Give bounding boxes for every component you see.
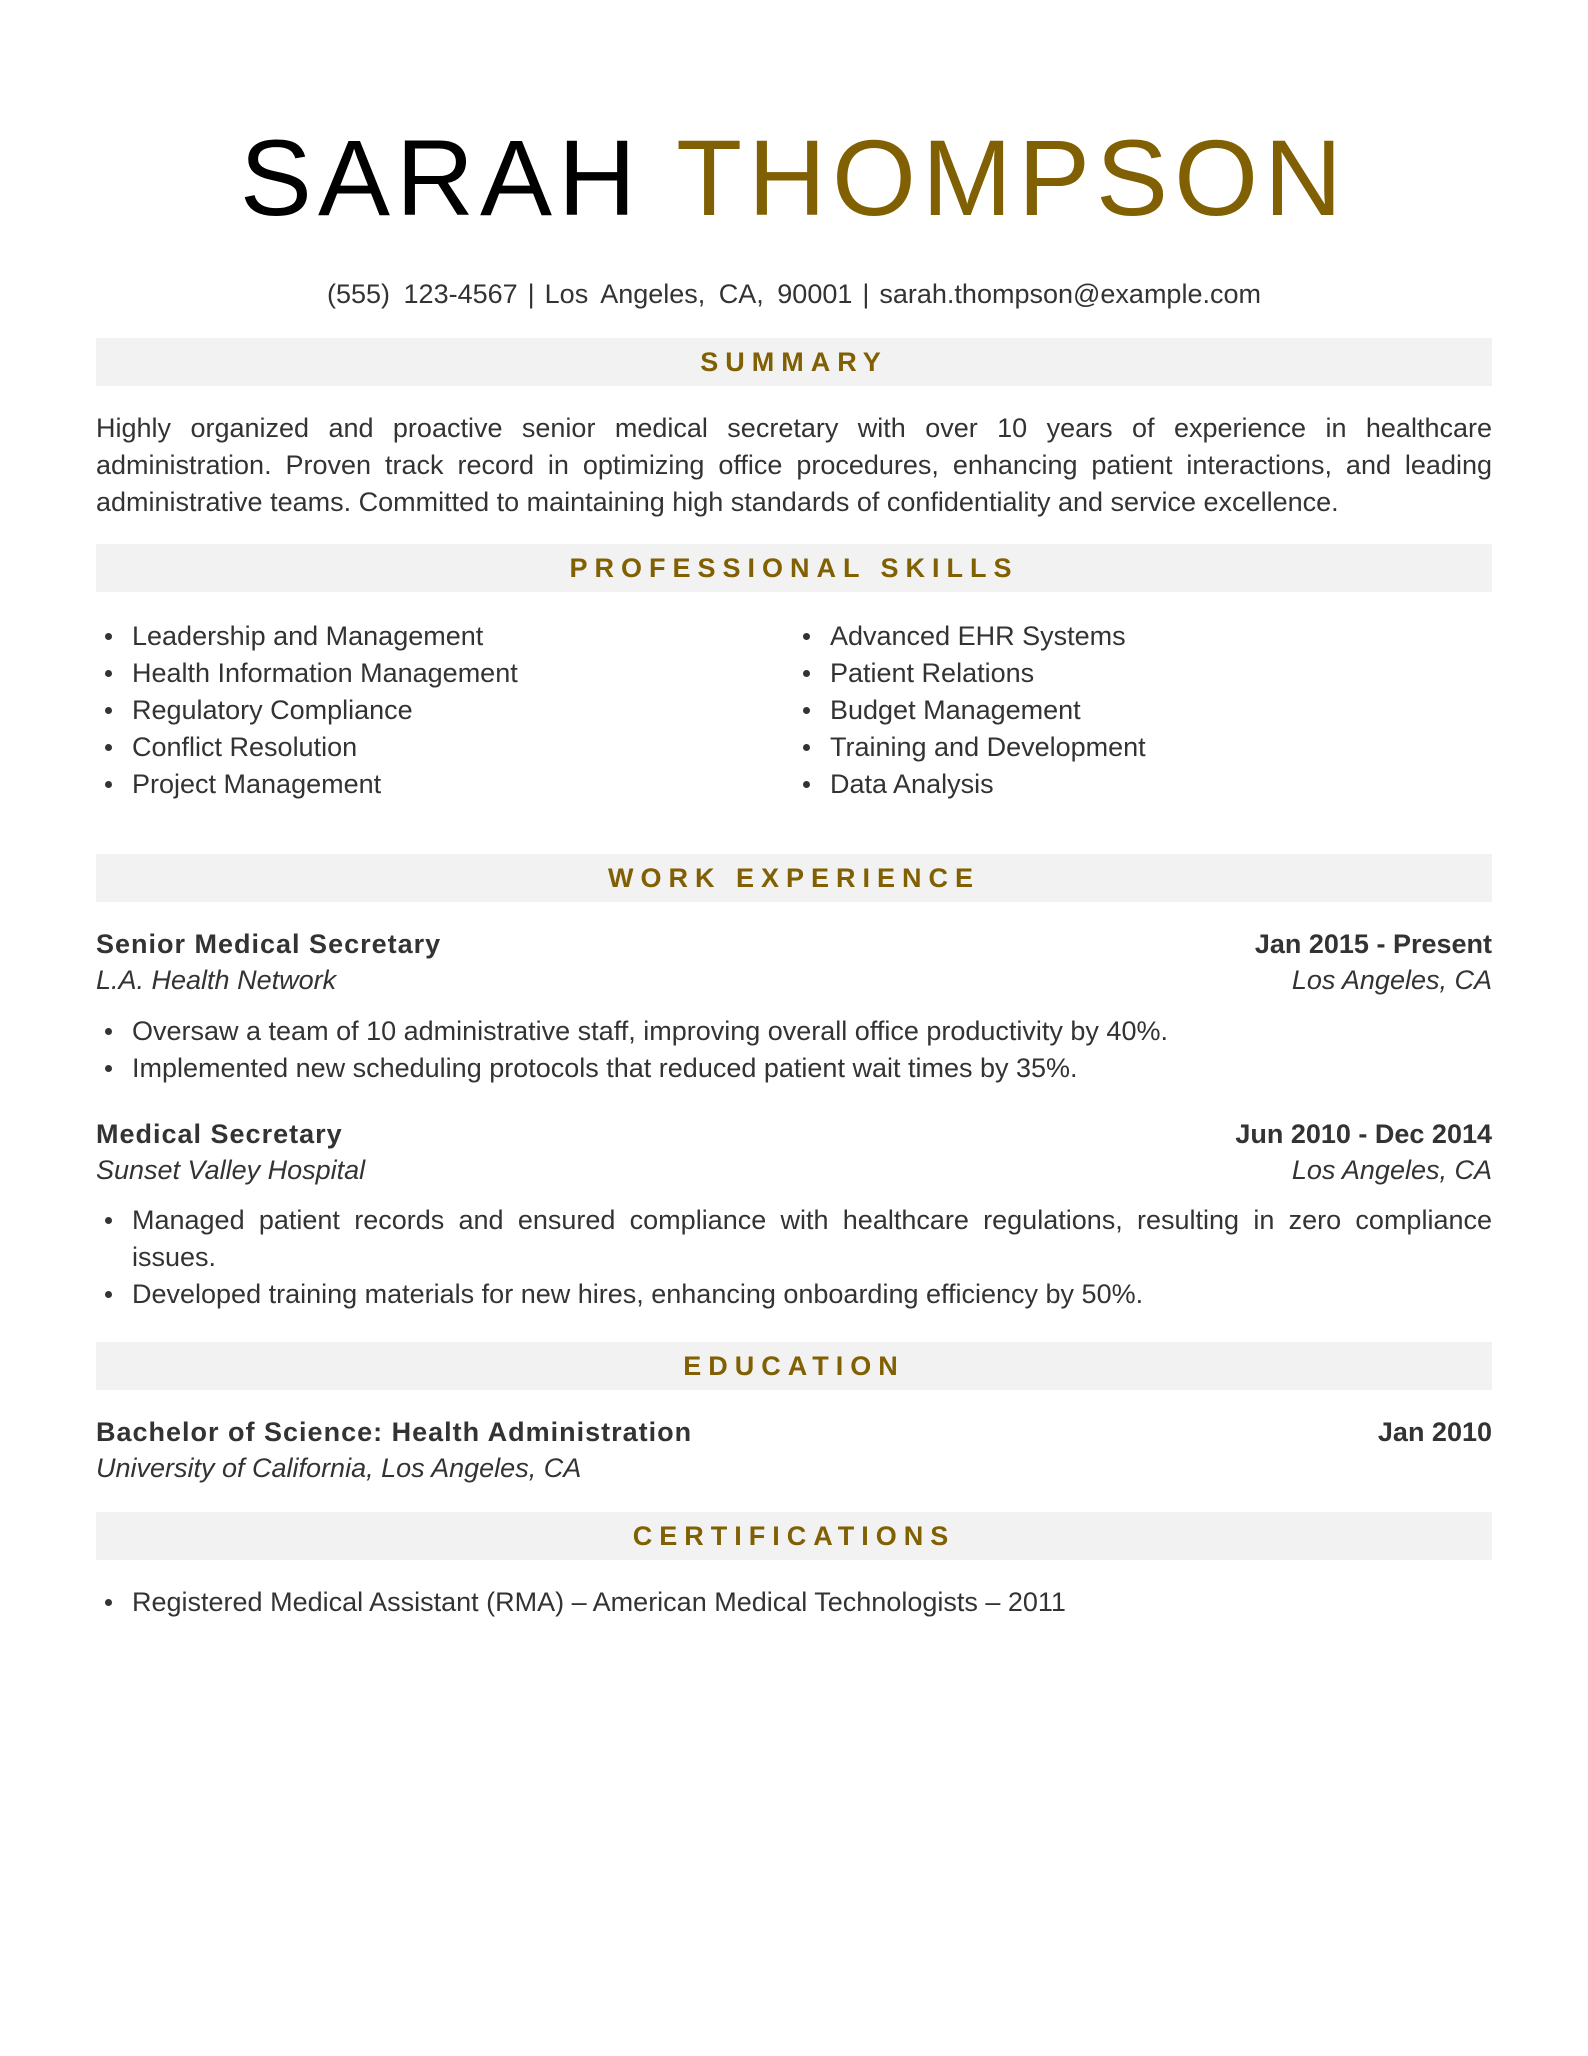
first-name: SARAH bbox=[239, 117, 642, 238]
job-bullet: Oversaw a team of 10 administrative staff, improving overall office productivity by 40%. bbox=[96, 1013, 1492, 1050]
skill-item: Training and Development bbox=[794, 729, 1484, 766]
skill-item: Leadership and Management bbox=[96, 618, 786, 655]
school: University of California, Los Angeles, CA bbox=[96, 1453, 582, 1483]
skill-item: Project Management bbox=[96, 766, 786, 803]
summary-text: Highly organized and proactive senior medical secretary with over 10 years of experience in healthcare administration. Proven track record in optimizing office procedures, enhancing patient interactions, and leading administrative teams. Committed to maintaining high standards of confidentiality and service excellence. bbox=[96, 413, 1492, 517]
skill-item: Budget Management bbox=[794, 692, 1484, 729]
candidate-name bbox=[96, 118, 1492, 238]
email: sarah.thompson@example.com bbox=[879, 279, 1261, 309]
skill-item: Patient Relations bbox=[794, 655, 1484, 692]
section-heading-education: EDUCATION bbox=[96, 1342, 1492, 1390]
skills-list-left bbox=[96, 618, 786, 803]
job-header bbox=[96, 1116, 1492, 1153]
section-heading-certifications: CERTIFICATIONS bbox=[96, 1512, 1492, 1560]
phone: (555) 123-4567 bbox=[327, 279, 518, 309]
job-bullet: Managed patient records and ensured compliance with healthcare regulations, resulting in zero compliance issues. bbox=[96, 1202, 1492, 1276]
skill-item: Regulatory Compliance bbox=[96, 692, 786, 729]
job-location: Los Angeles, CA bbox=[1291, 1155, 1492, 1185]
section-heading-experience: WORK EXPERIENCE bbox=[96, 854, 1492, 902]
job-header bbox=[96, 926, 1492, 963]
certification-item: Registered Medical Assistant (RMA) – American Medical Technologists – 2011 bbox=[96, 1584, 1492, 1621]
skill-item: Conflict Resolution bbox=[96, 729, 786, 766]
job-title: Senior Medical Secretary bbox=[96, 929, 442, 959]
degree: Bachelor of Science: Health Administration bbox=[96, 1417, 693, 1447]
job-dates: Jun 2010 - Dec 2014 bbox=[1235, 1119, 1492, 1149]
job-bullet: Implemented new scheduling protocols that reduced patient wait times by 35%. bbox=[96, 1050, 1492, 1087]
job-dates: Jan 2015 - Present bbox=[1254, 929, 1492, 959]
last-name: THOMPSON bbox=[676, 117, 1349, 238]
job-bullet: Developed training materials for new hires, enhancing onboarding efficiency by 50%. bbox=[96, 1276, 1492, 1313]
education-date: Jan 2010 bbox=[1377, 1417, 1492, 1447]
skill-item: Advanced EHR Systems bbox=[794, 618, 1484, 655]
skill-item: Health Information Management bbox=[96, 655, 786, 692]
job-location: Los Angeles, CA bbox=[1291, 965, 1492, 995]
job-subheader bbox=[96, 1152, 1492, 1189]
job-company: Sunset Valley Hospital bbox=[96, 1155, 366, 1185]
separator: | bbox=[862, 279, 870, 309]
job-bullets bbox=[96, 1202, 1492, 1313]
job-subheader bbox=[96, 962, 1492, 999]
job-company: L.A. Health Network bbox=[96, 965, 337, 995]
education-header bbox=[96, 1414, 1492, 1451]
location: Los Angeles, CA, 90001 bbox=[544, 279, 853, 309]
job-title: Medical Secretary bbox=[96, 1119, 343, 1149]
contact-line bbox=[96, 276, 1492, 312]
separator: | bbox=[527, 279, 535, 309]
education-subheader bbox=[96, 1450, 1492, 1487]
section-heading-skills: PROFESSIONAL SKILLS bbox=[96, 544, 1492, 592]
certification-list bbox=[96, 1584, 1492, 1621]
section-heading-summary: SUMMARY bbox=[96, 338, 1492, 386]
skill-item: Data Analysis bbox=[794, 766, 1484, 803]
skills-list-right bbox=[794, 618, 1484, 803]
job-bullets bbox=[96, 1013, 1492, 1087]
